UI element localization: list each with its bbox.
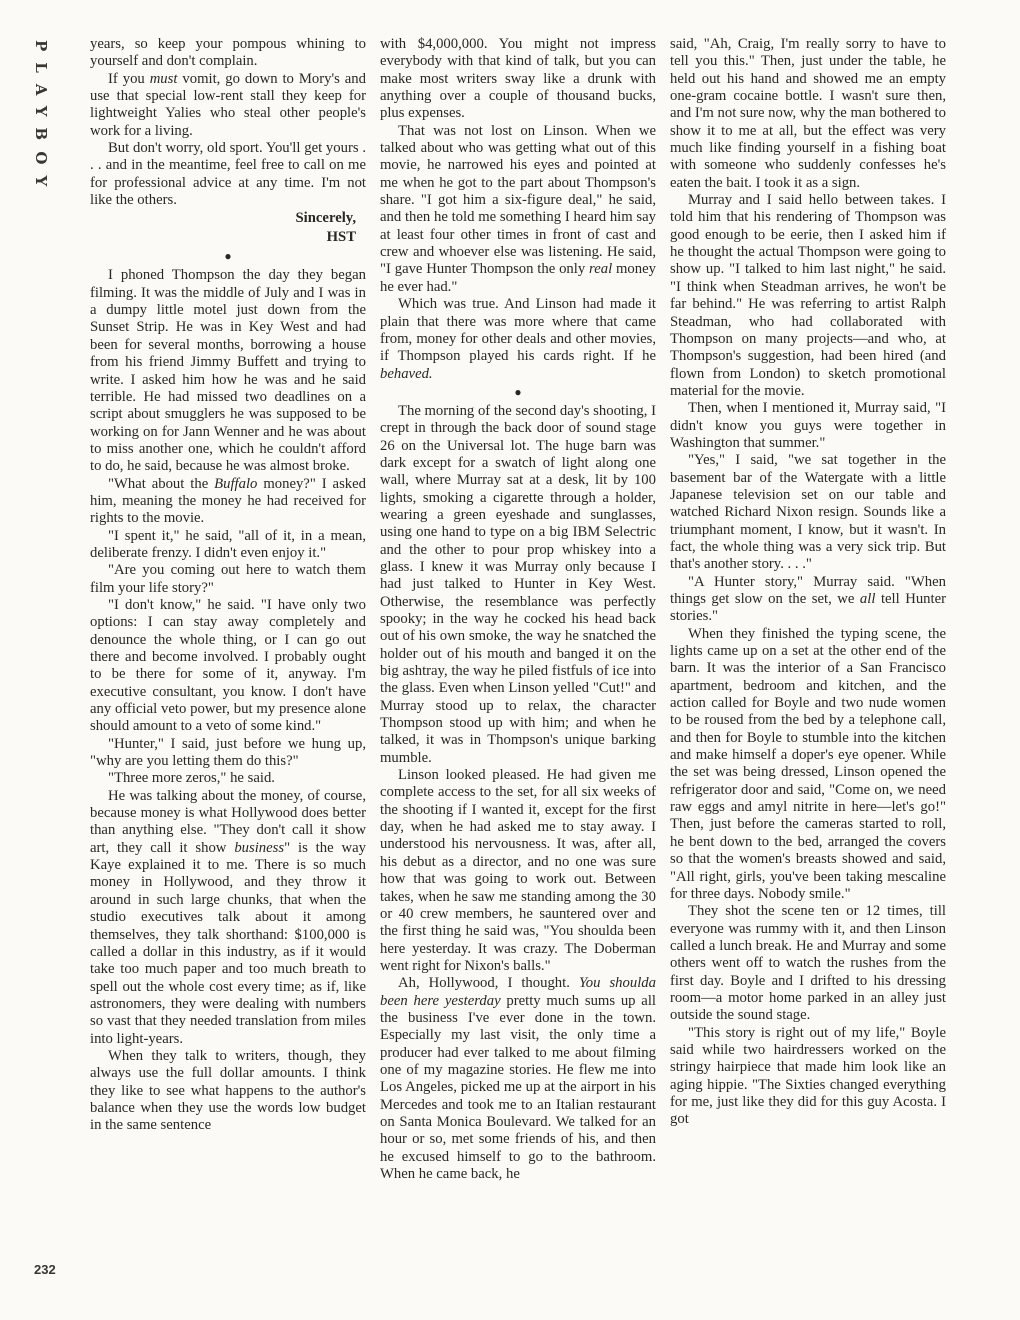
paragraph: Which was true. And Linson had made it plain that there was more where that came from, money for other deals and other movies, if Thompson played his cards right. If he behaved.	[380, 296, 656, 382]
paragraph: The morning of the second day's shooting, I crept in through the back door of sound stage 26 on the Universal lot. The huge barn was dark except for a swatch of light along one wall, where Murray sat at a desk, lit by 100 lights, smoking a cigarette through a holder, wearing a green eyeshade and sunglasses, using one hand to type on a big IBM Selectric and the other to pour prop whiskey into a glass. I knew it was Murray only because I had just talked to Hunter in Key West. Otherwise, the resemblance was perfectly spooky; in the way he cocked his head back out of his own smoke, the way he snatched the holder out of his mouth and banged it on the big ashtray, the way he piled fistfuls of ice into the glass. Even when Linson yelled "Cut!" and Murray stood up to relax, the character Thompson stood up with him; and when he talked, it was in Thompson's unique barking mumble.	[380, 402, 656, 766]
paragraph: years, so keep your pompous whining to yourself and don't complain.	[90, 36, 366, 70]
paragraph: "Three more zeros," he said.	[108, 770, 275, 787]
column-1	[90, 36, 366, 1135]
letter-signoff: Sincerely,	[295, 210, 356, 227]
section-break-bullet: ●	[224, 249, 232, 264]
paragraph: If you must vomit, go down to Mory's and use that special low-rent stall they keep for lightweight Yalies who steal other people's work for a living.	[90, 70, 366, 139]
column-2	[380, 36, 656, 1183]
letter-initials: HST	[326, 229, 356, 246]
page-number: 232	[34, 1262, 56, 1277]
paragraph: "I spent it," he said, "all of it, in a mean, deliberate frenzy. I didn't even enjoy it."	[90, 527, 366, 561]
paragraph: Murray and I said hello between takes. I told him that his rendering of Thompson was good enough to be eerie, then I asked him if he thought the actual Thompson were going to show up. "I talked to him last night," he said. "I think when Steadman arrives, he won't be far behind." He was referring to artist Ralph Steadman, who had collaborated with Thompson on many projects—and who, at Thompson's suggestion, had been hired (and flown from London) to sketch promotional material for the movie.	[670, 192, 946, 399]
paragraph: "Hunter," I said, just before we hung up, "why are you letting them do this?"	[90, 735, 366, 770]
paragraph: said, "Ah, Craig, I'm really sorry to have to tell you this." Then, just under the table, he held out his hand and showed me an empty one-gram cocaine bottle. I wasn't sure then, and I'm not sure now, why the man bothered to show it to me at all, but the effect was very much like finding yourself in a fishing boat with someone who suddenly confesses he's eaten the bait. I took it as a sign.	[670, 36, 946, 191]
paragraph: "This story is right out of my life," Boyle said while two hairdressers worked on the stringy hairpiece that made him look like an aging hippie. "The Sixties changed everything for me, just like they did for this guy Acosta. I got	[670, 1024, 946, 1128]
paragraph: "Yes," I said, "we sat together in the basement bar of the Watergate with a little Japanese television set on our table and watched Richard Nixon resign. Sounds like a triumphant moment, I know, but it wasn't. In fact, the whole thing was a very sick trip. But that's another story. . . ."	[670, 452, 946, 573]
paragraph: That was not lost on Linson. When we talked about who was getting what out of this movie, he narrowed his eyes and pointed at me when he got to the part about Thompson's share. "I got him a six-figure deal," he said, and then he told me something I heard him say at least four other times in front of cast and crew and whoever else was listening. He said, "I gave Hunter Thompson the only real money he ever had."	[380, 122, 656, 295]
paragraph: "A Hunter story," Murray said. "When things get slow on the set, we all tell Hunter stories."	[670, 573, 947, 625]
paragraph: Ah, Hollywood, I thought. You shoulda been here yesterday pretty much sums up all the business I've ever done in the town. Especially my last visit, the only time a producer had ever talked to me about filming one of my magazine stories. He flew me into Los Angeles, picked me up at the airport in his Mercedes and took me to an Italian restaurant on Santa Monica Boulevard. We talked for an hour or so, met some friends of his, and then he excused himself to go to the bathroom. When he came back, he	[380, 975, 656, 1182]
paragraph: They shot the scene ten or 12 times, till everyone was rummy with it, and then Linson called a lunch break. He and Murray and some others went off to watch the rushes from the first day. Boyle and I drifted to his dressing room—a motor home parked in an alley just outside the sound stage.	[670, 903, 946, 1024]
paragraph: I phoned Thompson the day they began filming. It was the middle of July and I was in a dumpy little motel just down from the Sunset Strip. He was in Key West and had been for several months, borrowing a house from his friend Jimmy Buffett and trying to write. I asked him how he was and he said terrible. He had missed two deadlines on a script about smugglers he was supposed to be working on for Jann Wenner and he was about to miss another one, which he couldn't afford to do, he said, because he was almost broke.	[90, 267, 366, 475]
paragraph: "I don't know," he said. "I have only two options: I can stay away completely and denounce the whole thing, or I can go out there and become involved. I probably ought to be there for some of it, anyway. I'm executive consultant, you know. I don't have any official veto power, but my presence alone should amount to a veto of some kind."	[90, 596, 366, 735]
paragraph: When they talk to writers, though, they always use the full dollar amounts. I think they like to see what happens to the author's balance when they use the words low budget in the same sentence	[90, 1047, 366, 1134]
paragraph: with $4,000,000. You might not impress everybody with that kind of talk, but you can make most writers sway like a drunk with anything over a couple of thousand bucks, plus expenses.	[380, 36, 656, 122]
paragraph: "What about the Buffalo money?" I asked him, meaning the money he had received for rights to the movie.	[90, 475, 366, 527]
magazine-name: PLAYBOY	[32, 40, 50, 198]
paragraph: When they finished the typing scene, the lights came up on a set at the other end of the barn. It was the interior of a San Francisco apartment, bedroom and kitchen, and the action called for Boyle and two nude women to be roused from the bed by a telephone call, and then for Boyle to stumble into the kitchen and make himself a doper's eye opener. While the set was being dressed, Linson opened the refrigerator door and said, "Come on, we need raw eggs and amyl nitrite in here—let's go!" Then, just before the cameras started to roll, he bent down to the bed, arranged the covers so that the women's breasts showed and said, "All right, girls, you've been taking mescaline for three days. Nobody smile."	[670, 625, 946, 902]
paragraph: But don't worry, old sport. You'll get yours . . . and in the meantime, feel free to call on me for professional advice at any time. I'm not like the others.	[90, 140, 366, 209]
paragraph: He was talking about the money, of course, because money is what Hollywood does better than anything else. "They don't call it show art, they call it show business" is the way Kaye explained it to me. There is so much money in Hollywood, and they throw it around in such large chunks, that when the studio executives talk about it among themselves, they talk shorthand: $100,000 is called a dollar in this industry, as if it would take too much paper and too much breath to spell out the whole cost every time; as if, like astronomers, they were dealing with numbers so vast that they needed translation from miles into light-years.	[90, 787, 366, 1047]
paragraph: Then, when I mentioned it, Murray said, "I didn't know you guys were together in Washington that summer."	[670, 400, 946, 451]
paragraph: Linson looked pleased. He had given me complete access to the set, for all six weeks of the shooting if I wanted it, except for the first day, when he had asked me to stay away. I understood his nervousness. It was, after all, his debut as a director, and no one was sure how that was going to work out. Between takes, when he saw me standing among the 30 or 40 crew members, he sauntered over and the first thing he said was, "You shoulda been here yesterday. It was crazy. The Doberman went right for Nixon's balls."	[380, 767, 656, 974]
paragraph: "Are you coming out here to watch them film your life story?"	[90, 562, 366, 596]
magazine-name-sidebar	[28, 40, 58, 200]
column-3	[670, 36, 946, 1129]
section-break-bullet: ●	[514, 384, 522, 399]
